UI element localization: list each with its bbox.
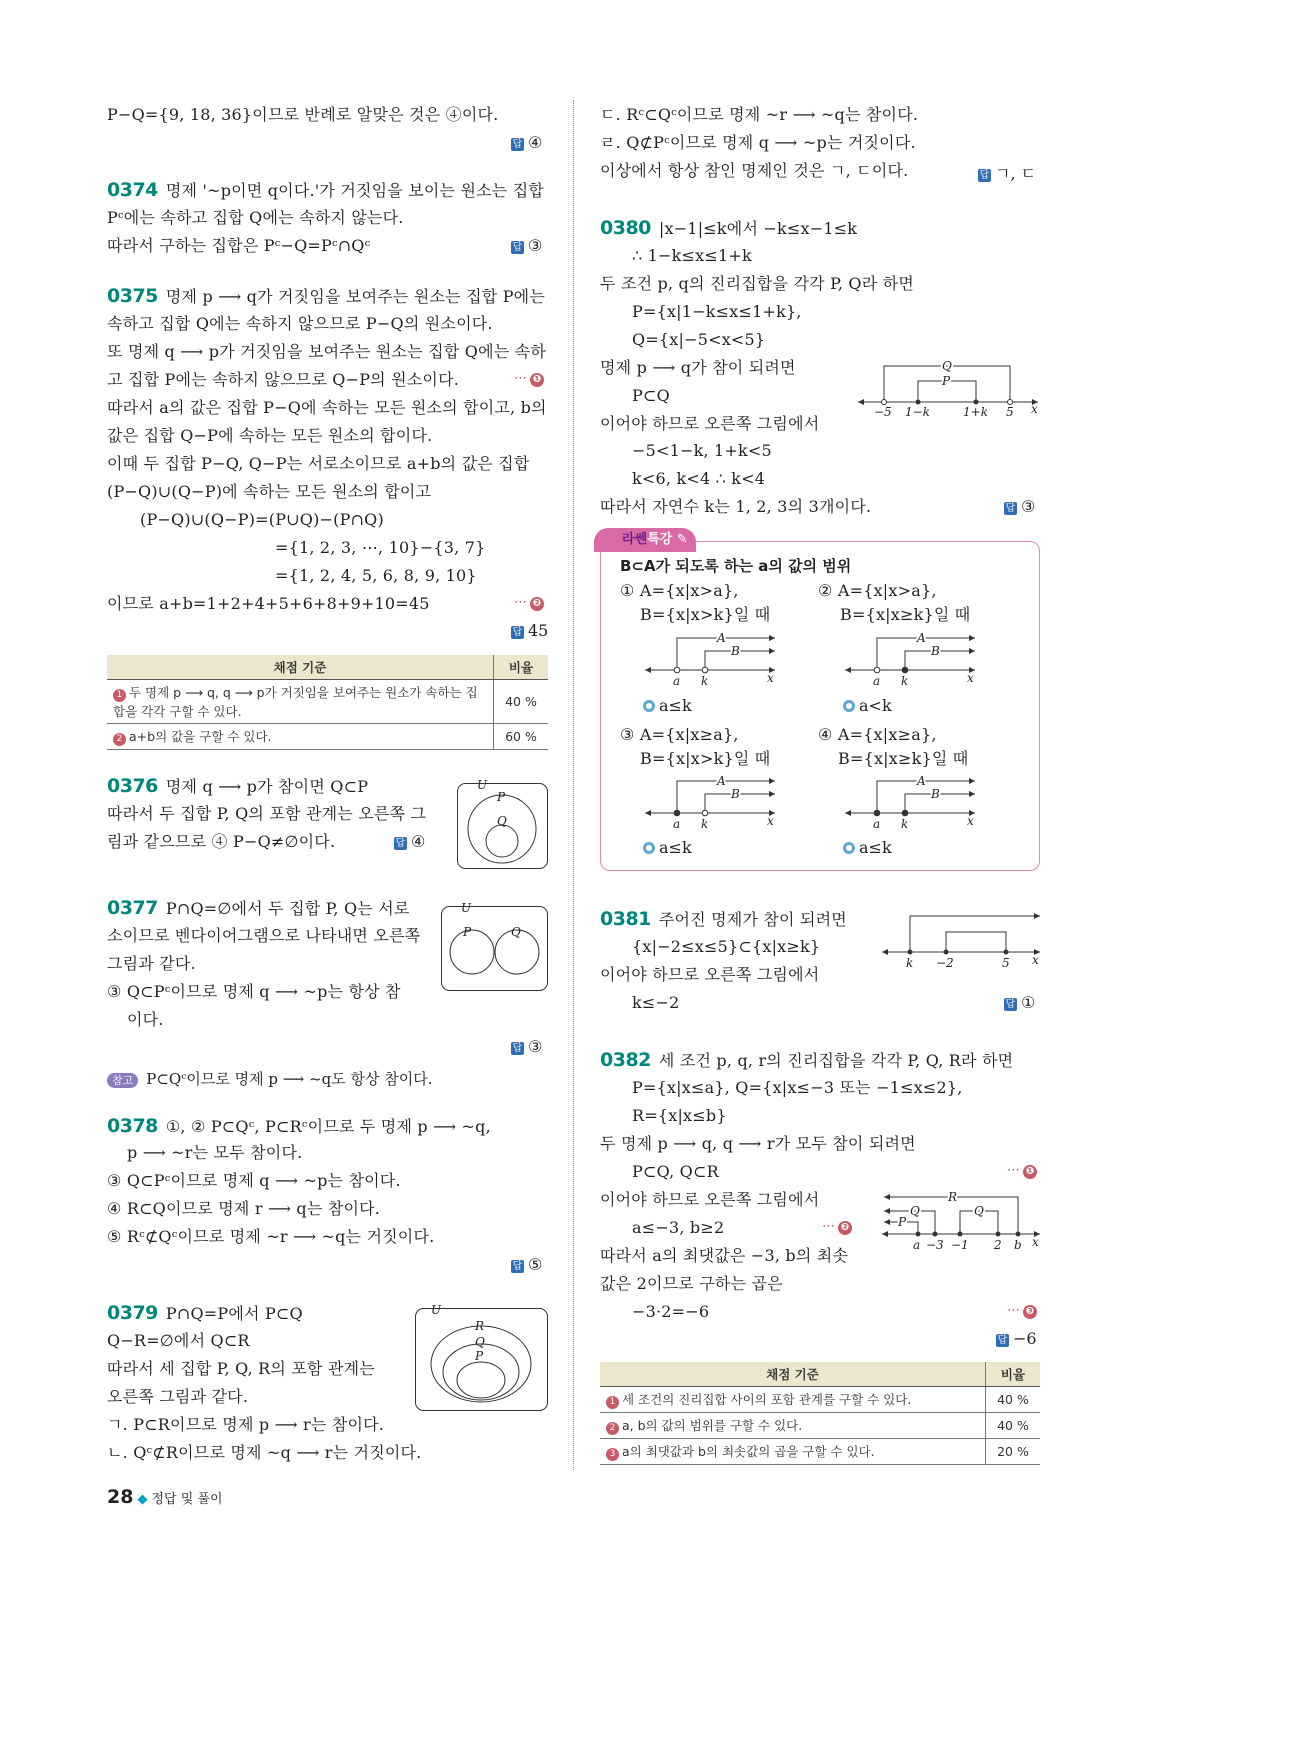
text-line: 그림과 같다. bbox=[107, 954, 196, 973]
result-icon bbox=[643, 700, 655, 712]
label-p: P bbox=[497, 790, 506, 804]
table-header: 비율 bbox=[494, 655, 549, 680]
answer-icon: 답 bbox=[1005, 503, 1016, 514]
reference-note bbox=[107, 1068, 432, 1089]
tab-label: 특강 bbox=[647, 532, 673, 547]
answer-value: ③ bbox=[528, 236, 543, 255]
problem-0382 bbox=[600, 1050, 1013, 1071]
set-k-ray bbox=[910, 916, 1040, 952]
footer-label: 정답 및 풀이 bbox=[151, 1492, 223, 1507]
problem-number: 0376 bbox=[107, 775, 158, 797]
criterion-number: 1 bbox=[606, 1396, 619, 1409]
criterion-percent: 40 % bbox=[494, 680, 549, 724]
text-line: 따라서 구하는 집합은 Pᶜ−Q=Pᶜ∩Qᶜ bbox=[107, 236, 371, 255]
step-number: ❶ bbox=[530, 373, 544, 387]
label-q: Q bbox=[511, 925, 521, 939]
text-line: 이어야 하므로 오른쪽 그림에서 bbox=[600, 1190, 820, 1209]
text-line: P∩Q=∅에서 두 집합 P, Q는 서로 bbox=[165, 899, 410, 918]
answer-icon: 답 bbox=[979, 170, 990, 181]
text-line: 따라서 세 집합 P, Q, R의 포함 관계는 bbox=[107, 1359, 375, 1378]
case-1-line2: B={x|x>k}일 때 bbox=[640, 605, 771, 624]
problem-0375 bbox=[107, 286, 545, 307]
tick-label-a: a bbox=[873, 817, 881, 831]
case-3-line2: B={x|x>k}일 때 bbox=[640, 749, 771, 768]
set-a-ray bbox=[877, 638, 975, 670]
problem-number: 0381 bbox=[600, 908, 651, 930]
label-u: U bbox=[431, 1303, 442, 1317]
number-line-0380 bbox=[855, 355, 1045, 420]
arrow-b bbox=[969, 791, 975, 797]
label-set-b: B bbox=[931, 644, 940, 658]
tick-label: b bbox=[1014, 1238, 1022, 1252]
text-line: 속하고 집합 Q에는 속하지 않으므로 P−Q의 원소이다. bbox=[107, 314, 493, 333]
answer-icon: 답 bbox=[512, 1043, 523, 1054]
text-line: 고 집합 P에는 속하지 않으므로 Q−P의 원소이다. bbox=[107, 370, 460, 389]
page-footer bbox=[107, 1486, 223, 1508]
tick-label-k: k bbox=[701, 817, 709, 831]
text-line: 따라서 두 집합 P, Q의 포함 관계는 오른쪽 그 bbox=[107, 804, 427, 823]
set-a-ray bbox=[677, 781, 775, 813]
text-line: ⑤ Rᶜ⊄Qᶜ이므로 명제 ~r ⟶ ~q는 거짓이다. bbox=[107, 1227, 435, 1246]
text-line: 소이므로 벤다이어그램으로 나타내면 오른쪽 bbox=[107, 926, 421, 945]
venn-diagram-0379 bbox=[415, 1303, 548, 1411]
arrow-a bbox=[969, 635, 975, 641]
text-line: 또 명제 q ⟶ p가 거짓임을 보여주는 원소는 집합 Q에는 속하 bbox=[107, 342, 546, 361]
table-row bbox=[600, 1413, 1040, 1439]
text-line: 따라서 a의 값은 집합 P−Q에 속하는 모든 원소의 합이고, b의 bbox=[107, 398, 547, 417]
table-header: 채점 기준 bbox=[600, 1362, 986, 1387]
answer-value: ④ bbox=[411, 832, 426, 851]
text-line: Pᶜ에는 속하고 집합 Q에는 속하지 않는다. bbox=[107, 208, 404, 227]
problem-0376 bbox=[107, 776, 368, 797]
scoring-table bbox=[107, 655, 548, 750]
set-interval bbox=[946, 932, 1006, 952]
problem-0374 bbox=[107, 180, 544, 201]
answer-badge bbox=[511, 1037, 542, 1056]
scoring-table bbox=[600, 1362, 1040, 1465]
text-line: |x−1|≤k에서 −k≤x−1≤k bbox=[658, 219, 858, 238]
text-line: 따라서 a의 최댓값은 −3, b의 최솟 bbox=[600, 1246, 849, 1265]
tick-label: 2 bbox=[994, 1238, 1002, 1252]
text-line: 이므로 a+b=1+2+4+5+6+8+9+10=45 bbox=[107, 594, 430, 613]
number-line-case-3 bbox=[643, 773, 783, 831]
text-line: P={x|x≤a}, Q={x|x≤−3 또는 −1≤x≤2}, bbox=[632, 1078, 963, 1097]
text-line: 두 명제 p ⟶ q, q ⟶ r가 모두 참이 되려면 bbox=[600, 1134, 916, 1153]
criterion-number: 3 bbox=[606, 1448, 619, 1461]
tick-label: −5 bbox=[874, 405, 892, 419]
label-set-a: A bbox=[717, 774, 726, 788]
point-a bbox=[874, 667, 880, 673]
arrow-b bbox=[769, 648, 775, 654]
table-header: 채점 기준 bbox=[107, 655, 494, 680]
table-row bbox=[600, 1439, 1040, 1465]
label-q: Q bbox=[942, 359, 952, 373]
answer-icon: 답 bbox=[512, 139, 523, 150]
text-line: k≤−2 bbox=[632, 993, 680, 1012]
tick-label-a: a bbox=[673, 817, 681, 831]
text-line: P−Q={9, 18, 36}이므로 반례로 알맞은 것은 ④이다. bbox=[107, 105, 499, 124]
criterion-percent: 60 % bbox=[494, 724, 549, 750]
answer-icon: 답 bbox=[1005, 999, 1016, 1010]
answer-icon: 답 bbox=[512, 1261, 523, 1272]
criterion-text: 세 조건의 진리집합 사이의 포함 관계를 구할 수 있다. bbox=[622, 1392, 912, 1407]
problem-number: 0382 bbox=[600, 1049, 651, 1071]
text-line: −5<1−k, 1+k<5 bbox=[632, 441, 772, 460]
text-line: ={1, 2, 3, ⋯, 10}−{3, 7} bbox=[275, 538, 486, 557]
text-line: ㄴ. Qᶜ⊄R이므로 명제 ~q ⟶ r는 거짓이다. bbox=[107, 1443, 422, 1462]
label-u: U bbox=[477, 778, 488, 792]
result-icon bbox=[643, 842, 655, 854]
axis-label: x bbox=[1032, 953, 1039, 967]
number-line-case-4 bbox=[843, 773, 983, 831]
venn-diagram-0376 bbox=[457, 778, 548, 869]
label-u: U bbox=[461, 901, 472, 915]
result-text: a<k bbox=[859, 696, 892, 715]
set-a-ray bbox=[877, 781, 975, 813]
problem-0378 bbox=[107, 1116, 491, 1137]
text-line: 이어야 하므로 오른쪽 그림에서 bbox=[600, 414, 820, 433]
text-line: ∴ 1−k≤x≤1+k bbox=[632, 246, 752, 265]
text-line: ③ Q⊂Pᶜ이므로 명제 q ⟶ ~p는 항상 참 bbox=[107, 982, 401, 1001]
column-divider bbox=[573, 100, 574, 1470]
text-line: k<6, k<4 ∴ k<4 bbox=[632, 469, 766, 488]
label-r: R bbox=[948, 1190, 958, 1204]
number-line-case-2 bbox=[843, 630, 983, 688]
step-number: ❷ bbox=[838, 1221, 852, 1235]
label-q: Q bbox=[974, 1204, 984, 1218]
step-marker: ⋯ ❷ bbox=[822, 1219, 852, 1235]
result-icon bbox=[843, 842, 855, 854]
case-2-line1: ② A={x|x>a}, bbox=[818, 581, 937, 600]
text-line: 이다. bbox=[127, 1010, 164, 1029]
text-line: (P−Q)∪(Q−P)=(P∪Q)−(P∩Q) bbox=[140, 510, 384, 529]
text-line: 림과 같으므로 ④ P−Q≠∅이다. bbox=[107, 832, 336, 851]
set-b-ray bbox=[905, 794, 975, 813]
text-line: P⊂Q, Q⊂R bbox=[632, 1162, 719, 1181]
criterion-text: a, b의 값의 범위를 구할 수 있다. bbox=[622, 1418, 803, 1433]
answer-value: ③ bbox=[1021, 497, 1036, 516]
set-b-ray bbox=[705, 651, 775, 670]
point-a bbox=[674, 810, 680, 816]
step-marker: ⋯ ❶ bbox=[1007, 1163, 1037, 1179]
number-line-0381 bbox=[880, 910, 1045, 970]
problem-number: 0377 bbox=[107, 897, 158, 919]
text-line: R={x|x≤b} bbox=[632, 1106, 727, 1125]
answer-value: ㄱ, ㄷ bbox=[995, 164, 1037, 183]
result-text: a≤k bbox=[659, 838, 692, 857]
text-line: 주어진 명제가 참이 되려면 bbox=[658, 910, 847, 929]
text-line: 명제 '~p이면 q이다.'가 거짓임을 보이는 원소는 집합 bbox=[165, 181, 545, 200]
label-p: P bbox=[898, 1215, 907, 1229]
text-line: P⊂Q bbox=[632, 386, 670, 405]
text-line: 명제 p ⟶ q가 거짓임을 보여주는 원소는 집합 P에는 bbox=[165, 287, 545, 306]
table-row bbox=[600, 1387, 1040, 1413]
point-k bbox=[902, 810, 908, 816]
criterion-text: a의 최댓값과 b의 최솟값의 곱을 구할 수 있다. bbox=[622, 1444, 875, 1459]
number-line-case-1 bbox=[643, 630, 783, 688]
label-set-b: B bbox=[731, 787, 740, 801]
tick-label: 5 bbox=[1006, 405, 1014, 419]
text-line: ㄷ. Rᶜ⊂Qᶜ이므로 명제 ~r ⟶ ~q는 참이다. bbox=[600, 105, 919, 124]
problem-0377 bbox=[107, 898, 410, 919]
arrow-a bbox=[969, 778, 975, 784]
criterion-number: 2 bbox=[606, 1422, 619, 1435]
text-line: 값은 2이므로 구하는 곱은 bbox=[600, 1274, 783, 1293]
step-number: ❷ bbox=[530, 597, 544, 611]
text-line: ㄹ. Q⊄Pᶜ이므로 명제 q ⟶ ~p는 거짓이다. bbox=[600, 133, 916, 152]
tick-label: −2 bbox=[936, 956, 954, 970]
case-1-result bbox=[643, 696, 692, 715]
label-q: Q bbox=[475, 1335, 485, 1349]
problem-number: 0378 bbox=[107, 1115, 158, 1137]
problem-0379 bbox=[107, 1303, 303, 1324]
set-p-circle bbox=[450, 930, 494, 974]
answer-icon: 답 bbox=[395, 838, 406, 849]
answer-badge bbox=[511, 621, 548, 640]
label-p: P bbox=[475, 1349, 484, 1363]
arrow-b bbox=[769, 791, 775, 797]
table-header: 비율 bbox=[986, 1362, 1041, 1387]
tick-label: 1+k bbox=[963, 405, 988, 419]
text-line: Q−R=∅에서 Q⊂R bbox=[107, 1331, 250, 1350]
criterion-text: 두 명제 p ⟶ q, q ⟶ p가 거짓임을 보여주는 원소가 속하는 집합을 각각 구할 수 있다. bbox=[113, 685, 478, 719]
label-set-a: A bbox=[917, 631, 926, 645]
text-line: a≤−3, b≥2 bbox=[632, 1218, 725, 1237]
universe-rect bbox=[442, 907, 548, 991]
tick-label-k: k bbox=[701, 674, 709, 688]
page-number: 28 bbox=[107, 1486, 134, 1508]
answer-badge bbox=[1004, 993, 1035, 1012]
tick-label-a: a bbox=[873, 674, 881, 688]
set-a-ray bbox=[677, 638, 775, 670]
answer-icon: 답 bbox=[997, 1335, 1008, 1346]
tick-label: −3 bbox=[926, 1238, 944, 1252]
point-a bbox=[674, 667, 680, 673]
arrow-a bbox=[769, 778, 775, 784]
case-2-result bbox=[843, 696, 892, 715]
label-p: P bbox=[942, 374, 951, 388]
result-icon bbox=[843, 700, 855, 712]
case-1-line1: ① A={x|x>a}, bbox=[620, 581, 739, 600]
label-set-b: B bbox=[731, 644, 740, 658]
text-line: 명제 p ⟶ q가 참이 되려면 bbox=[600, 358, 796, 377]
problem-number: 0379 bbox=[107, 1302, 158, 1324]
text-line: (P−Q)∪(Q−P)에 속하는 모든 원소의 합이고 bbox=[107, 482, 432, 501]
axis-label: x bbox=[967, 814, 974, 828]
text-line: ④ R⊂Q이므로 명제 r ⟶ q는 참이다. bbox=[107, 1199, 381, 1218]
criterion-text: a+b의 값을 구할 수 있다. bbox=[129, 729, 272, 744]
result-text: a≤k bbox=[659, 696, 692, 715]
text-line: 값은 집합 Q−P에 속하는 모든 원소의 합이다. bbox=[107, 426, 433, 445]
bullet-icon: ◆ bbox=[137, 1492, 148, 1507]
criterion-number: 2 bbox=[113, 733, 126, 746]
axis-label: x bbox=[1032, 1235, 1039, 1249]
set-b-ray bbox=[905, 651, 975, 670]
tab-brand: 라쎈 bbox=[622, 532, 648, 547]
problem-number: 0375 bbox=[107, 285, 158, 307]
text-line: −3·2=−6 bbox=[632, 1302, 710, 1321]
set-q-circle bbox=[486, 825, 518, 857]
axis-label: x bbox=[967, 671, 974, 685]
text-line: ㄱ. P⊂R이므로 명제 p ⟶ r는 참이다. bbox=[107, 1415, 385, 1434]
text-line: 세 조건 p, q, r의 진리집합을 각각 P, Q, R라 하면 bbox=[658, 1051, 1014, 1070]
point-k bbox=[702, 810, 708, 816]
answer-badge bbox=[511, 236, 542, 255]
case-4-line1: ④ A={x|x≥a}, bbox=[818, 725, 937, 744]
table-row bbox=[107, 724, 548, 750]
answer-value: ③ bbox=[528, 1037, 543, 1056]
text-line: 오른쪽 그림과 같다. bbox=[107, 1387, 249, 1406]
tick-label: 1−k bbox=[905, 405, 930, 419]
text-line: ①, ② P⊂Qᶜ, P⊂Rᶜ이므로 두 명제 p ⟶ ~q, bbox=[165, 1117, 491, 1136]
case-4-line2: B={x|x≥k}일 때 bbox=[838, 749, 969, 768]
label-q: Q bbox=[910, 1204, 920, 1218]
case-3-result bbox=[643, 838, 692, 857]
table-row bbox=[107, 680, 548, 724]
reference-text: P⊂Qᶜ이므로 명제 p ⟶ ~q도 항상 참이다. bbox=[146, 1070, 433, 1088]
case-3-line1: ③ A={x|x≥a}, bbox=[620, 725, 739, 744]
tick-label-k: k bbox=[901, 817, 909, 831]
answer-icon: 답 bbox=[512, 627, 523, 638]
answer-value: ④ bbox=[528, 133, 543, 152]
text-line: P∩Q=P에서 P⊂Q bbox=[165, 1304, 303, 1323]
problem-0380 bbox=[600, 218, 857, 239]
answer-icon: 답 bbox=[512, 242, 523, 253]
step-number: ❶ bbox=[1023, 1165, 1037, 1179]
text-line: 이어야 하므로 오른쪽 그림에서 bbox=[600, 965, 820, 984]
venn-diagram-0377 bbox=[441, 901, 548, 991]
text-line: p ⟶ ~r는 모두 참이다. bbox=[127, 1143, 303, 1162]
axis-label: x bbox=[767, 814, 774, 828]
point-a bbox=[874, 810, 880, 816]
text-line: 이상에서 항상 참인 명제인 것은 ㄱ, ㄷ이다. bbox=[600, 161, 909, 180]
case-4-result bbox=[843, 838, 892, 857]
tick-label: a bbox=[913, 1238, 921, 1252]
text-line: {x|−2≤x≤5}⊂{x|x≥k} bbox=[632, 937, 821, 956]
number-line-0382 bbox=[880, 1188, 1045, 1252]
arrow-a bbox=[769, 635, 775, 641]
answer-badge bbox=[1004, 497, 1035, 516]
case-2-line2: B={x|x≥k}일 때 bbox=[840, 605, 971, 624]
criterion-number: 1 bbox=[113, 689, 126, 702]
set-b-ray bbox=[705, 794, 775, 813]
criterion-percent: 40 % bbox=[986, 1413, 1041, 1439]
box-title: B⊂A가 되도록 하는 a의 값의 범위 bbox=[620, 557, 852, 575]
text-line: 두 조건 p, q의 진리집합을 각각 P, Q라 하면 bbox=[600, 274, 914, 293]
arrow-b bbox=[969, 648, 975, 654]
point-k bbox=[702, 667, 708, 673]
answer-badge bbox=[394, 832, 425, 851]
text-line: P={x|1−k≤x≤1+k}, bbox=[632, 302, 802, 321]
axis-label: x bbox=[767, 671, 774, 685]
label-r: R bbox=[475, 1319, 485, 1333]
answer-value: 45 bbox=[528, 621, 549, 640]
answer-badge bbox=[978, 161, 1036, 184]
problem-number: 0374 bbox=[107, 179, 158, 201]
text-line: 명제 q ⟶ p가 참이면 Q⊂P bbox=[165, 777, 369, 796]
tick-label: −1 bbox=[951, 1238, 969, 1252]
criterion-percent: 40 % bbox=[986, 1387, 1041, 1413]
step-marker: ⋯ ❶ bbox=[514, 371, 544, 387]
tick-label-k: k bbox=[901, 674, 909, 688]
problem-number: 0380 bbox=[600, 217, 651, 239]
criterion-percent: 20 % bbox=[986, 1439, 1041, 1465]
point-k bbox=[902, 667, 908, 673]
text-line: Q={x|−5<x<5} bbox=[632, 330, 766, 349]
answer-value: ① bbox=[1021, 993, 1036, 1012]
special-lecture-tab: 라쎈특강 ✎ bbox=[594, 528, 696, 552]
text-line: 따라서 자연수 k는 1, 2, 3의 3개이다. bbox=[600, 497, 872, 516]
text-line: ③ Q⊂Pᶜ이므로 명제 q ⟶ ~p는 참이다. bbox=[107, 1171, 401, 1190]
label-set-a: A bbox=[917, 774, 926, 788]
text-line: 이때 두 집합 P−Q, Q−P는 서로소이므로 a+b의 값은 집합 bbox=[107, 454, 530, 473]
reference-tag: 참고 bbox=[107, 1073, 138, 1088]
problem-0381 bbox=[600, 909, 847, 930]
label-set-b: B bbox=[931, 787, 940, 801]
label-set-a: A bbox=[717, 631, 726, 645]
set-p-circle bbox=[468, 795, 536, 863]
step-number: ❸ bbox=[1023, 1305, 1037, 1319]
answer-badge bbox=[996, 1329, 1037, 1348]
answer-badge bbox=[511, 133, 542, 152]
tick-label-a: a bbox=[673, 674, 681, 688]
step-marker: ⋯ ❷ bbox=[514, 595, 544, 611]
answer-value: ⑤ bbox=[528, 1255, 543, 1274]
axis-label: x bbox=[1031, 402, 1038, 416]
step-marker: ⋯ ❸ bbox=[1007, 1303, 1037, 1319]
tick-label: k bbox=[906, 956, 914, 970]
answer-value: −6 bbox=[1013, 1329, 1037, 1348]
text-line: ={1, 2, 4, 5, 6, 8, 9, 10} bbox=[275, 566, 477, 585]
answer-badge bbox=[511, 1255, 542, 1274]
set-p-ellipse bbox=[457, 1362, 505, 1398]
label-p: P bbox=[463, 925, 472, 939]
tick-label: 5 bbox=[1002, 956, 1010, 970]
label-q: Q bbox=[497, 814, 507, 828]
result-text: a≤k bbox=[859, 838, 892, 857]
